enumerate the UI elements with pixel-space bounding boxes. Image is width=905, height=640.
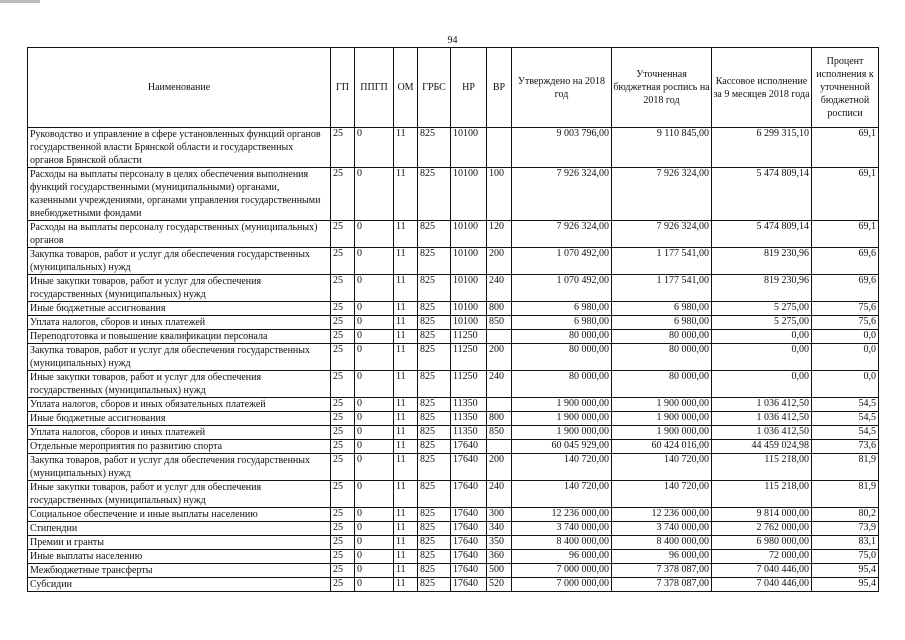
cell-ppgp: 0 <box>355 522 394 536</box>
cell-executed: 7 040 446,00 <box>712 564 812 578</box>
cell-gp: 25 <box>331 371 355 398</box>
cell-np: 11250 <box>451 344 487 371</box>
table-row <box>28 398 879 412</box>
cell-approved: 80 000,00 <box>512 344 612 371</box>
cell-name: Закупка товаров, работ и услуг для обеспечения государственных (муниципальных) нужд <box>28 454 331 481</box>
cell-executed: 819 230,96 <box>712 275 812 302</box>
cell-approved: 6 980,00 <box>512 316 612 330</box>
cell-vr: 350 <box>487 536 512 550</box>
cell-gp: 25 <box>331 454 355 481</box>
cell-vr: 800 <box>487 412 512 426</box>
cell-vr: 200 <box>487 248 512 275</box>
cell-revised: 80 000,00 <box>612 330 712 344</box>
cell-grbs: 825 <box>418 248 451 275</box>
cell-om: 11 <box>394 454 418 481</box>
cell-percent: 69,6 <box>812 248 879 275</box>
cell-name: Межбюджетные трансферты <box>28 564 331 578</box>
cell-approved: 1 070 492,00 <box>512 248 612 275</box>
cell-percent: 83,1 <box>812 536 879 550</box>
cell-gp: 25 <box>331 440 355 454</box>
cell-name: Расходы на выплаты персоналу в целях обеспечения выполнения функций государственными (муниципальными) органами, казенными учреждениями, органами управления государственными внебюджетными фондами <box>28 168 331 221</box>
cell-revised: 1 177 541,00 <box>612 248 712 275</box>
cell-revised: 6 980,00 <box>612 316 712 330</box>
cell-ppgp: 0 <box>355 168 394 221</box>
cell-np: 11250 <box>451 371 487 398</box>
cell-gp: 25 <box>331 344 355 371</box>
cell-grbs: 825 <box>418 522 451 536</box>
cell-ppgp: 0 <box>355 128 394 168</box>
cell-approved: 8 400 000,00 <box>512 536 612 550</box>
cell-vr: 100 <box>487 168 512 221</box>
cell-approved: 7 926 324,00 <box>512 221 612 248</box>
cell-grbs: 825 <box>418 221 451 248</box>
cell-grbs: 825 <box>418 564 451 578</box>
cell-np: 17640 <box>451 564 487 578</box>
cell-grbs: 825 <box>418 168 451 221</box>
cell-executed: 1 036 412,50 <box>712 412 812 426</box>
cell-vr: 240 <box>487 275 512 302</box>
cell-gp: 25 <box>331 275 355 302</box>
cell-executed: 115 218,00 <box>712 481 812 508</box>
table-row <box>28 508 879 522</box>
cell-ppgp: 0 <box>355 275 394 302</box>
cell-ppgp: 0 <box>355 398 394 412</box>
cell-om: 11 <box>394 481 418 508</box>
cell-name: Иные закупки товаров, работ и услуг для обеспечения государственных (муниципальных) нужд <box>28 481 331 508</box>
table-row <box>28 316 879 330</box>
header-om: ОМ <box>394 48 418 128</box>
cell-np: 10100 <box>451 302 487 316</box>
cell-executed: 5 474 809,14 <box>712 168 812 221</box>
cell-om: 11 <box>394 550 418 564</box>
cell-percent: 0,0 <box>812 344 879 371</box>
cell-om: 11 <box>394 412 418 426</box>
cell-name: Закупка товаров, работ и услуг для обеспечения государственных (муниципальных) нужд <box>28 344 331 371</box>
cell-om: 11 <box>394 440 418 454</box>
cell-gp: 25 <box>331 578 355 592</box>
table-row <box>28 454 879 481</box>
header-grbs: ГРБС <box>418 48 451 128</box>
cell-grbs: 825 <box>418 344 451 371</box>
cell-approved: 7 000 000,00 <box>512 564 612 578</box>
cell-revised: 1 900 000,00 <box>612 426 712 440</box>
header-percent: Процент исполнения к уточненной бюджетной росписи <box>812 48 879 128</box>
cell-executed: 115 218,00 <box>712 454 812 481</box>
cell-ppgp: 0 <box>355 440 394 454</box>
cell-name: Закупка товаров, работ и услуг для обеспечения государственных (муниципальных) нужд <box>28 248 331 275</box>
cell-np: 11350 <box>451 426 487 440</box>
cell-executed: 819 230,96 <box>712 248 812 275</box>
cell-vr: 200 <box>487 454 512 481</box>
cell-np: 10100 <box>451 221 487 248</box>
cell-name: Премии и гранты <box>28 536 331 550</box>
cell-grbs: 825 <box>418 550 451 564</box>
cell-revised: 3 740 000,00 <box>612 522 712 536</box>
cell-approved: 140 720,00 <box>512 481 612 508</box>
header-name: Наименование <box>28 48 331 128</box>
cell-name: Руководство и управление в сфере установленных функций органов государственной власти Брянской области и государственных органов Брянской области <box>28 128 331 168</box>
cell-gp: 25 <box>331 128 355 168</box>
cell-om: 11 <box>394 128 418 168</box>
cell-approved: 140 720,00 <box>512 454 612 481</box>
cell-revised: 7 378 087,00 <box>612 578 712 592</box>
cell-percent: 54,5 <box>812 398 879 412</box>
cell-vr: 850 <box>487 316 512 330</box>
budget-table <box>27 47 879 592</box>
cell-percent: 0,0 <box>812 330 879 344</box>
cell-gp: 25 <box>331 412 355 426</box>
cell-name: Иные закупки товаров, работ и услуг для обеспечения государственных (муниципальных) нужд <box>28 371 331 398</box>
cell-vr <box>487 330 512 344</box>
cell-grbs: 825 <box>418 330 451 344</box>
cell-ppgp: 0 <box>355 221 394 248</box>
cell-om: 11 <box>394 330 418 344</box>
cell-grbs: 825 <box>418 578 451 592</box>
cell-ppgp: 0 <box>355 578 394 592</box>
cell-revised: 1 900 000,00 <box>612 398 712 412</box>
table-row <box>28 371 879 398</box>
cell-revised: 7 378 087,00 <box>612 564 712 578</box>
cell-np: 10100 <box>451 168 487 221</box>
cell-percent: 81,9 <box>812 454 879 481</box>
cell-name: Социальное обеспечение и иные выплаты населению <box>28 508 331 522</box>
table-row <box>28 302 879 316</box>
cell-vr: 500 <box>487 564 512 578</box>
cell-om: 11 <box>394 508 418 522</box>
cell-approved: 6 980,00 <box>512 302 612 316</box>
header-vr: ВР <box>487 48 512 128</box>
table-row <box>28 128 879 168</box>
cell-name: Стипендии <box>28 522 331 536</box>
cell-om: 11 <box>394 248 418 275</box>
cell-revised: 80 000,00 <box>612 371 712 398</box>
cell-revised: 140 720,00 <box>612 481 712 508</box>
cell-name: Отдельные мероприятия по развитию спорта <box>28 440 331 454</box>
cell-grbs: 825 <box>418 536 451 550</box>
cell-name: Уплата налогов, сборов и иных платежей <box>28 316 331 330</box>
cell-approved: 96 000,00 <box>512 550 612 564</box>
header-approved: Утверждено на 2018 год <box>512 48 612 128</box>
cell-np: 11250 <box>451 330 487 344</box>
cell-percent: 69,1 <box>812 128 879 168</box>
cell-np: 17640 <box>451 550 487 564</box>
cell-vr: 240 <box>487 371 512 398</box>
cell-np: 17640 <box>451 578 487 592</box>
cell-percent: 69,1 <box>812 221 879 248</box>
cell-ppgp: 0 <box>355 536 394 550</box>
cell-executed: 5 275,00 <box>712 302 812 316</box>
cell-grbs: 825 <box>418 275 451 302</box>
cell-ppgp: 0 <box>355 248 394 275</box>
cell-np: 11350 <box>451 398 487 412</box>
cell-approved: 1 900 000,00 <box>512 412 612 426</box>
cell-ppgp: 0 <box>355 316 394 330</box>
cell-revised: 80 000,00 <box>612 344 712 371</box>
cell-np: 10100 <box>451 316 487 330</box>
table-row <box>28 536 879 550</box>
cell-gp: 25 <box>331 550 355 564</box>
cell-om: 11 <box>394 536 418 550</box>
cell-om: 11 <box>394 578 418 592</box>
cell-gp: 25 <box>331 426 355 440</box>
cell-gp: 25 <box>331 330 355 344</box>
cell-om: 11 <box>394 275 418 302</box>
cell-name: Уплата налогов, сборов и иных платежей <box>28 426 331 440</box>
cell-om: 11 <box>394 168 418 221</box>
cell-revised: 96 000,00 <box>612 550 712 564</box>
cell-np: 17640 <box>451 536 487 550</box>
cell-executed: 72 000,00 <box>712 550 812 564</box>
cell-gp: 25 <box>331 316 355 330</box>
cell-ppgp: 0 <box>355 564 394 578</box>
cell-executed: 2 762 000,00 <box>712 522 812 536</box>
cell-percent: 95,4 <box>812 564 879 578</box>
table-row <box>28 522 879 536</box>
cell-np: 17640 <box>451 481 487 508</box>
cell-percent: 80,2 <box>812 508 879 522</box>
cell-om: 11 <box>394 316 418 330</box>
cell-om: 11 <box>394 221 418 248</box>
cell-grbs: 825 <box>418 481 451 508</box>
table-row <box>28 344 879 371</box>
cell-vr: 300 <box>487 508 512 522</box>
cell-vr: 850 <box>487 426 512 440</box>
cell-approved: 1 900 000,00 <box>512 426 612 440</box>
cell-grbs: 825 <box>418 440 451 454</box>
cell-vr: 800 <box>487 302 512 316</box>
table-row <box>28 440 879 454</box>
cell-gp: 25 <box>331 481 355 508</box>
cell-np: 11350 <box>451 412 487 426</box>
cell-ppgp: 0 <box>355 508 394 522</box>
cell-om: 11 <box>394 522 418 536</box>
cell-approved: 7 000 000,00 <box>512 578 612 592</box>
header-gp: ГП <box>331 48 355 128</box>
cell-gp: 25 <box>331 168 355 221</box>
cell-vr <box>487 440 512 454</box>
cell-np: 17640 <box>451 454 487 481</box>
cell-om: 11 <box>394 371 418 398</box>
header-executed: Кассовое исполнение за 9 месяцев 2018 года <box>712 48 812 128</box>
cell-vr: 240 <box>487 481 512 508</box>
cell-ppgp: 0 <box>355 426 394 440</box>
cell-vr: 360 <box>487 550 512 564</box>
cell-approved: 60 045 929,00 <box>512 440 612 454</box>
cell-executed: 6 980 000,00 <box>712 536 812 550</box>
cell-np: 17640 <box>451 508 487 522</box>
cell-grbs: 825 <box>418 371 451 398</box>
cell-ppgp: 0 <box>355 330 394 344</box>
cell-revised: 9 110 845,00 <box>612 128 712 168</box>
cell-revised: 60 424 016,00 <box>612 440 712 454</box>
cell-vr <box>487 128 512 168</box>
table-row <box>28 168 879 221</box>
cell-grbs: 825 <box>418 316 451 330</box>
cell-np: 17640 <box>451 440 487 454</box>
cell-gp: 25 <box>331 248 355 275</box>
cell-percent: 0,0 <box>812 371 879 398</box>
table-row <box>28 578 879 592</box>
cell-executed: 6 299 315,10 <box>712 128 812 168</box>
cell-executed: 44 459 024,98 <box>712 440 812 454</box>
cell-revised: 7 926 324,00 <box>612 168 712 221</box>
cell-revised: 7 926 324,00 <box>612 221 712 248</box>
cell-approved: 1 070 492,00 <box>512 275 612 302</box>
cell-gp: 25 <box>331 522 355 536</box>
cell-name: Иные выплаты населению <box>28 550 331 564</box>
cell-ppgp: 0 <box>355 412 394 426</box>
page-number: 94 <box>447 35 458 46</box>
cell-ppgp: 0 <box>355 371 394 398</box>
table-row <box>28 221 879 248</box>
cell-name: Расходы на выплаты персоналу государственных (муниципальных) органов <box>28 221 331 248</box>
cell-name: Уплата налогов, сборов и иных обязательных платежей <box>28 398 331 412</box>
cell-executed: 1 036 412,50 <box>712 398 812 412</box>
cell-ppgp: 0 <box>355 454 394 481</box>
cell-om: 11 <box>394 302 418 316</box>
cell-om: 11 <box>394 344 418 371</box>
cell-executed: 5 474 809,14 <box>712 221 812 248</box>
cell-ppgp: 0 <box>355 302 394 316</box>
cell-gp: 25 <box>331 536 355 550</box>
table-row <box>28 330 879 344</box>
cell-om: 11 <box>394 426 418 440</box>
cell-executed: 0,00 <box>712 371 812 398</box>
cell-approved: 12 236 000,00 <box>512 508 612 522</box>
cell-percent: 75,6 <box>812 302 879 316</box>
cell-revised: 8 400 000,00 <box>612 536 712 550</box>
cell-vr: 120 <box>487 221 512 248</box>
cell-grbs: 825 <box>418 398 451 412</box>
cell-gp: 25 <box>331 221 355 248</box>
cell-grbs: 825 <box>418 128 451 168</box>
cell-name: Иные закупки товаров, работ и услуг для обеспечения государственных (муниципальных) нужд <box>28 275 331 302</box>
cell-percent: 54,5 <box>812 426 879 440</box>
cell-approved: 7 926 324,00 <box>512 168 612 221</box>
cell-vr: 520 <box>487 578 512 592</box>
table-header-row <box>28 48 879 128</box>
cell-executed: 7 040 446,00 <box>712 578 812 592</box>
cell-om: 11 <box>394 564 418 578</box>
cell-percent: 73,6 <box>812 440 879 454</box>
cell-om: 11 <box>394 398 418 412</box>
cell-grbs: 825 <box>418 302 451 316</box>
header-revised: Уточненная бюджетная роспись на 2018 год <box>612 48 712 128</box>
table-row <box>28 564 879 578</box>
cell-revised: 6 980,00 <box>612 302 712 316</box>
cell-vr: 340 <box>487 522 512 536</box>
table-row <box>28 426 879 440</box>
cell-executed: 5 275,00 <box>712 316 812 330</box>
cell-ppgp: 0 <box>355 481 394 508</box>
table-row <box>28 275 879 302</box>
cell-revised: 140 720,00 <box>612 454 712 481</box>
header-ppgp: ППГП <box>355 48 394 128</box>
table-row <box>28 248 879 275</box>
cell-approved: 1 900 000,00 <box>512 398 612 412</box>
cell-approved: 80 000,00 <box>512 330 612 344</box>
cell-name: Иные бюджетные ассигнования <box>28 412 331 426</box>
scan-mark <box>0 0 40 3</box>
table-body <box>28 128 879 592</box>
table-row <box>28 550 879 564</box>
cell-revised: 1 177 541,00 <box>612 275 712 302</box>
table-row <box>28 412 879 426</box>
cell-grbs: 825 <box>418 454 451 481</box>
cell-approved: 80 000,00 <box>512 371 612 398</box>
cell-gp: 25 <box>331 564 355 578</box>
cell-name: Иные бюджетные ассигнования <box>28 302 331 316</box>
cell-np: 17640 <box>451 522 487 536</box>
cell-approved: 3 740 000,00 <box>512 522 612 536</box>
cell-name: Субсидии <box>28 578 331 592</box>
cell-vr: 200 <box>487 344 512 371</box>
cell-percent: 95,4 <box>812 578 879 592</box>
cell-executed: 1 036 412,50 <box>712 426 812 440</box>
cell-vr <box>487 398 512 412</box>
cell-np: 10100 <box>451 248 487 275</box>
cell-percent: 69,6 <box>812 275 879 302</box>
cell-revised: 12 236 000,00 <box>612 508 712 522</box>
cell-revised: 1 900 000,00 <box>612 412 712 426</box>
cell-grbs: 825 <box>418 508 451 522</box>
cell-executed: 0,00 <box>712 330 812 344</box>
cell-grbs: 825 <box>418 412 451 426</box>
cell-percent: 69,1 <box>812 168 879 221</box>
cell-name: Переподготовка и повышение квалификации персонала <box>28 330 331 344</box>
cell-percent: 73,9 <box>812 522 879 536</box>
cell-gp: 25 <box>331 508 355 522</box>
cell-ppgp: 0 <box>355 344 394 371</box>
cell-percent: 75,0 <box>812 550 879 564</box>
cell-grbs: 825 <box>418 426 451 440</box>
cell-np: 10100 <box>451 128 487 168</box>
cell-percent: 75,6 <box>812 316 879 330</box>
cell-approved: 9 003 796,00 <box>512 128 612 168</box>
cell-percent: 81,9 <box>812 481 879 508</box>
table-row <box>28 481 879 508</box>
cell-gp: 25 <box>331 302 355 316</box>
cell-percent: 54,5 <box>812 412 879 426</box>
header-np: НР <box>451 48 487 128</box>
cell-executed: 9 814 000,00 <box>712 508 812 522</box>
cell-gp: 25 <box>331 398 355 412</box>
cell-np: 10100 <box>451 275 487 302</box>
cell-executed: 0,00 <box>712 344 812 371</box>
cell-ppgp: 0 <box>355 550 394 564</box>
